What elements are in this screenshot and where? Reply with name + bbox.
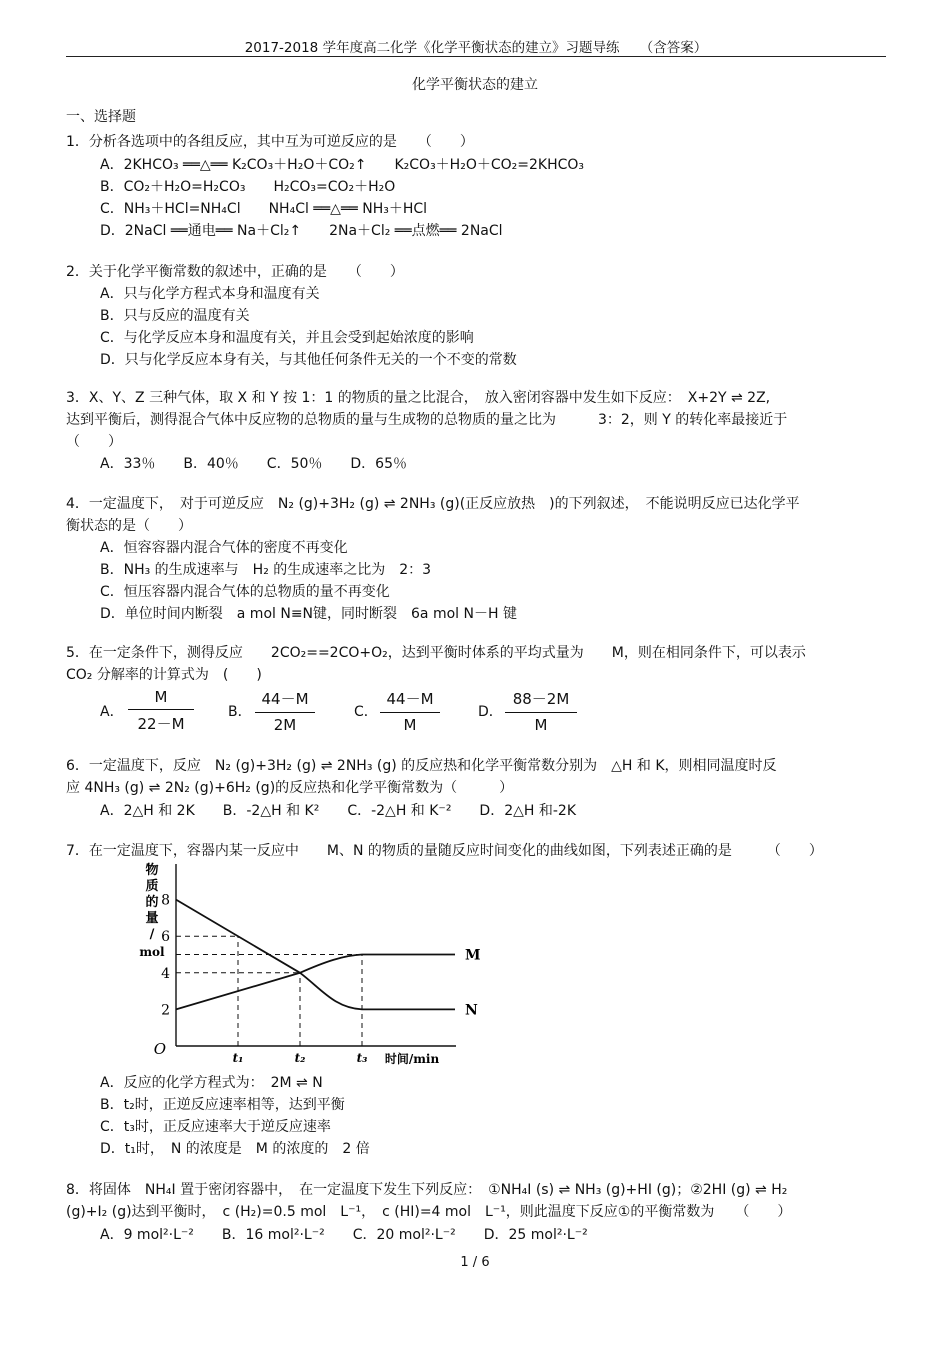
q3-line-2: 达到平衡后，测得混合气体中反应物的总物质的量与生成物的总物质的量之比为 3：2，则 Y 的转化率最接近于: [66, 412, 788, 428]
q1-option-b: B．CO₂＋H₂O=H₂CO₃ H₂CO₃=CO₂＋H₂O: [100, 179, 396, 195]
q2-option-c: C．与化学反应本身和温度有关，并且会受到起始浓度的影响: [100, 330, 474, 346]
q6-line-1: 6．一定温度下，反应 N₂ (g)+3H₂ (g) ⇌ 2NH₃ (g) 的反应热和化学平衡常数分别为 △H 和 K，则相同温度时反: [66, 758, 777, 774]
q5-a-denominator: 22－M: [137, 715, 185, 733]
fraction-bar: [255, 712, 315, 713]
origin-label: O: [153, 1040, 166, 1058]
q4-option-b: B．NH₃ 的生成速率与 H₂ 的生成速率之比为 2：3: [100, 562, 432, 578]
q4-option-d: D．单位时间内断裂 a mol N≡N键，同时断裂 6a mol N－H 键: [100, 606, 517, 622]
q5-line-1: 5．在一定条件下，测得反应 2CO₂==2CO+O₂，达到平衡时体系的平均式量为 M，则在相同条件下，可以表示: [66, 645, 806, 661]
q5-option-a-label: A．: [100, 704, 124, 720]
q5-b-denominator: 2M: [273, 716, 297, 734]
q2-option-d: D．只与化学反应本身有关，与其他任何条件无关的一个不变的常数: [100, 352, 517, 368]
q4-line-2: 衡状态的是（ ）: [66, 518, 192, 534]
x-axis-label: 时间/min: [384, 1052, 440, 1066]
y-axis-label-char: 物: [145, 863, 159, 878]
q2-option-b: B．只与反应的温度有关: [100, 308, 250, 324]
q5-c-denominator: M: [403, 716, 417, 734]
q4-line-1: 4．一定温度下， 对于可逆反应 N₂ (g)+3H₂ (g) ⇌ 2NH₃ (g)(正反应放热 )的下列叙述， 不能说明反应已达化学平: [66, 496, 800, 512]
y-tick-label: 6: [161, 929, 170, 946]
y-axis-label-char: 的: [145, 895, 159, 910]
fraction-bar: [505, 712, 577, 713]
q5-line-2: CO₂ 分解率的计算式为 ( ): [66, 667, 262, 683]
y-axis-label-char: /: [149, 927, 155, 942]
y-tick-label: 4: [161, 965, 170, 982]
q8-line-2: (g)+I₂ (g)达到平衡时， c (H₂)=0.5 mol L⁻¹， c (HI)=4 mol L⁻¹，则此温度下反应①的平衡常数为 （ ）: [66, 1204, 792, 1220]
q6-line-2: 应 4NH₃ (g) ⇌ 2N₂ (g)+6H₂ (g)的反应热和化学平衡常数为（ ）: [66, 780, 514, 796]
q7-option-c: C．t₃时，正反应速率大于逆反应速率: [100, 1119, 331, 1135]
q7-option-a: A．反应的化学方程式为： 2M ⇌ N: [100, 1075, 323, 1091]
fraction-bar: [380, 712, 440, 713]
q5-a-numerator: M: [154, 688, 168, 706]
q7-stem: 7．在一定温度下，容器内某一反应中 M、N 的物质的量随反应时间变化的曲线如图，下列表述正确的是 （ ）: [66, 843, 823, 859]
q4-option-a: A．恒容容器内混合气体的密度不再变化: [100, 540, 348, 556]
q6-options: A．2△H 和 2K B．-2△H 和 K² C．-2△H 和 K⁻² D．2△H 和-2K: [100, 803, 576, 819]
q2-option-a: A．只与化学方程式本身和温度有关: [100, 286, 320, 302]
q5-option-c-label: C．: [354, 704, 378, 720]
y-tick-label: 2: [161, 1002, 170, 1019]
q2-stem: 2．关于化学平衡常数的叙述中，正确的是 （ ）: [66, 264, 404, 280]
q3-options: A．33％ B．40％ C．50％ D．65％: [100, 456, 407, 472]
q5-option-b-label: B．: [228, 704, 252, 720]
y-axis-label-char: 量: [145, 911, 159, 926]
q1-option-d: D．2NaCl ══通电══ Na＋Cl₂↑ 2Na＋Cl₂ ══点燃══ 2NaCl: [100, 223, 503, 239]
page-number: 1 / 6: [460, 1255, 490, 1270]
x-tick-label: t₂: [294, 1051, 306, 1065]
q5-option-d-fraction: [505, 688, 577, 734]
y-tick-label: 8: [161, 892, 170, 909]
page-header: 2017-2018 学年度高二化学《化学平衡状态的建立》习题导练 （含答案）: [244, 40, 708, 56]
series-label-N: N: [465, 1002, 478, 1019]
y-axis-label-char: 质: [145, 879, 159, 894]
q5-option-c-fraction: [380, 688, 440, 734]
q1-option-a: A．2KHCO₃ ══△══ K₂CO₃＋H₂O＋CO₂↑ K₂CO₃＋H₂O＋CO₂=2KHCO₃: [100, 157, 584, 173]
q8-options: A．9 mol²·L⁻² B．16 mol²·L⁻² C．20 mol²·L⁻² D．25 mol²·L⁻²: [100, 1227, 588, 1243]
q3-line-1: 3．X、Y、Z 三种气体，取 X 和 Y 按 1：1 的物质的量之比混合， 放入密闭容器中发生如下反应： X+2Y ⇌ 2Z,: [66, 390, 771, 406]
q3-line-3: （ ）: [66, 434, 122, 450]
q5-b-numerator: 44－M: [261, 690, 309, 708]
x-tick-label: t₃: [356, 1051, 368, 1065]
q8-line-1: 8．将固体 NH₄I 置于密闭容器中， 在一定温度下发生下列反应： ①NH₄I (s) ⇌ NH₃ (g)+HI (g)；②2HI (g) ⇌ H₂: [66, 1182, 788, 1198]
q1-option-c: C．NH₃＋HCl=NH₄Cl NH₄Cl ══△══ NH₃＋HCl: [100, 201, 428, 217]
q5-option-d-label: D．: [478, 704, 503, 720]
q5-d-denominator: M: [534, 716, 548, 734]
series-line-M: [176, 955, 455, 1010]
page-title: 化学平衡状态的建立: [412, 77, 538, 93]
q1-stem: 1．分析各选项中的各组反应，其中互为可逆反应的是 （ ）: [66, 134, 474, 150]
q7-option-d: D．t₁时， N 的浓度是 M 的浓度的 2 倍: [100, 1141, 370, 1157]
y-axis-label-unit: mol: [139, 945, 165, 959]
q5-c-numerator: 44－M: [386, 690, 434, 708]
fraction-bar: [128, 709, 194, 710]
q5-option-a-fraction: [128, 688, 194, 734]
header-rule: [66, 56, 886, 57]
q4-option-c: C．恒压容器内混合气体的总物质的量不再变化: [100, 584, 390, 600]
q5-option-b-fraction: [255, 688, 315, 734]
q7-chart: [130, 858, 481, 1070]
q7-option-b: B．t₂时，正逆反应速率相等，达到平衡: [100, 1097, 345, 1113]
series-label-M: M: [465, 947, 481, 964]
section-heading: 一、选择题: [66, 109, 136, 125]
x-tick-label: t₁: [232, 1051, 244, 1065]
q5-d-numerator: 88－2M: [512, 690, 570, 708]
